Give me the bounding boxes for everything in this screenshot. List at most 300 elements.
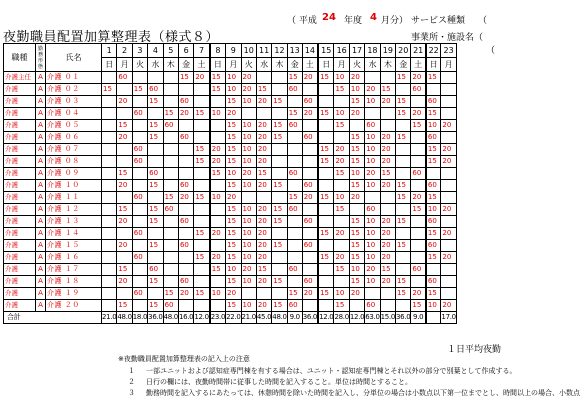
hours-cell — [194, 84, 210, 96]
shift-type-cell: A — [36, 132, 46, 144]
hours-cell — [163, 228, 178, 240]
staff-name-cell: 介護 ０１ — [46, 72, 102, 84]
hours-cell — [441, 192, 456, 204]
weekday-cell: 火 — [132, 58, 147, 72]
day-number-cell: 7 — [194, 44, 210, 58]
hours-cell: 20 — [117, 216, 132, 228]
total-cell: 21.0 — [102, 312, 117, 324]
hours-cell: 10 — [365, 252, 380, 264]
hours-cell — [426, 168, 441, 180]
hours-cell — [102, 300, 117, 312]
hours-cell: 60 — [178, 240, 193, 252]
weekday-cell: 日 — [102, 58, 117, 72]
total-cell: 36.0 — [396, 312, 411, 324]
weekday-cell: 火 — [349, 58, 364, 72]
hours-cell: 15 — [349, 96, 364, 108]
hours-cell: 20 — [256, 240, 271, 252]
hours-cell: 60 — [365, 204, 380, 216]
hours-cell — [272, 252, 287, 264]
staff-name-cell: 介護 ０３ — [46, 96, 102, 108]
hours-cell — [102, 108, 117, 120]
staff-row — [4, 180, 457, 192]
shift-type-cell: A — [36, 156, 46, 168]
staff-name-cell: 介護 １９ — [46, 288, 102, 300]
hours-cell — [318, 240, 334, 252]
hours-cell — [365, 192, 380, 204]
hours-cell: 15 — [148, 132, 163, 144]
hours-cell: 10 — [241, 132, 256, 144]
weekday-cell: 木 — [272, 58, 287, 72]
hours-cell: 20 — [210, 252, 226, 264]
staff-row — [4, 96, 457, 108]
hours-cell: 20 — [380, 180, 395, 192]
hours-cell: 20 — [441, 156, 456, 168]
hours-cell: 10 — [334, 108, 349, 120]
hours-cell: 10 — [226, 72, 241, 84]
weekday-cell: 日 — [318, 58, 334, 72]
hours-cell — [102, 96, 117, 108]
hours-cell: 10 — [334, 72, 349, 84]
col-job-header: 職種 — [4, 44, 36, 72]
hours-cell: 15 — [334, 120, 349, 132]
hours-cell: 15 — [426, 72, 441, 84]
hours-cell — [302, 120, 318, 132]
hours-cell: 15 — [411, 204, 426, 216]
hours-cell — [163, 180, 178, 192]
hours-cell: 60 — [132, 108, 147, 120]
hours-cell — [441, 288, 456, 300]
hours-cell — [178, 204, 193, 216]
hours-cell — [272, 108, 287, 120]
hours-cell — [380, 72, 395, 84]
hours-cell: 15 — [210, 168, 226, 180]
hours-cell: 10 — [241, 156, 256, 168]
heisei-label: （ 平成 — [287, 16, 317, 26]
hours-cell: 20 — [256, 120, 271, 132]
hours-cell — [272, 264, 287, 276]
hours-cell: 15 — [272, 180, 287, 192]
hours-cell — [318, 180, 334, 192]
hours-cell — [349, 204, 364, 216]
hours-cell: 20 — [349, 72, 364, 84]
hours-cell: 60 — [287, 264, 302, 276]
hours-cell — [148, 156, 163, 168]
hours-cell: 20 — [411, 288, 426, 300]
hours-cell: 20 — [117, 276, 132, 288]
hours-cell: 20 — [334, 252, 349, 264]
hours-cell: 15 — [272, 300, 287, 312]
hours-cell: 15 — [194, 108, 210, 120]
job-title-cell: 介護 — [4, 96, 36, 108]
hours-cell: 15 — [426, 252, 441, 264]
shift-type-cell: A — [36, 168, 46, 180]
hours-cell — [396, 144, 411, 156]
hours-cell: 15 — [349, 216, 364, 228]
hours-cell: 15 — [163, 108, 178, 120]
hours-cell — [148, 288, 163, 300]
shift-type-cell: A — [36, 216, 46, 228]
hours-cell: 20 — [380, 144, 395, 156]
hours-cell: 20 — [210, 156, 226, 168]
hours-cell — [302, 156, 318, 168]
hours-cell: 10 — [365, 180, 380, 192]
hours-cell — [441, 276, 456, 288]
hours-cell: 60 — [302, 276, 318, 288]
hours-cell: 60 — [287, 84, 302, 96]
hours-cell — [117, 156, 132, 168]
hours-cell — [411, 252, 426, 264]
hours-cell — [256, 192, 271, 204]
hours-cell — [318, 216, 334, 228]
staff-name-cell: 介護 ０５ — [46, 120, 102, 132]
hours-cell — [272, 168, 287, 180]
day-number-cell: 6 — [178, 44, 193, 58]
job-title-cell: 介護 — [4, 156, 36, 168]
total-cell: 9.0 — [411, 312, 426, 324]
hours-cell — [426, 84, 441, 96]
shift-type-cell: A — [36, 288, 46, 300]
hours-cell: 60 — [178, 96, 193, 108]
hours-cell: 15 — [117, 264, 132, 276]
day-number-cell: 22 — [426, 44, 441, 58]
hours-cell — [241, 108, 256, 120]
total-cell: 15.0 — [380, 312, 395, 324]
hours-cell: 60 — [287, 120, 302, 132]
hours-cell: 15 — [194, 252, 210, 264]
hours-cell — [380, 300, 395, 312]
staff-name-cell: 介護 １６ — [46, 252, 102, 264]
weekday-cell: 土 — [194, 58, 210, 72]
hours-cell — [287, 216, 302, 228]
shift-type-cell: A — [36, 192, 46, 204]
hours-cell — [194, 264, 210, 276]
hours-cell: 20 — [178, 108, 193, 120]
hours-cell — [210, 204, 226, 216]
hours-cell: 20 — [441, 228, 456, 240]
hours-cell — [411, 276, 426, 288]
hours-cell — [102, 276, 117, 288]
hours-cell — [210, 120, 226, 132]
job-title-cell: 介護 — [4, 252, 36, 264]
hours-cell: 10 — [241, 96, 256, 108]
hours-cell — [256, 72, 271, 84]
staff-row — [4, 84, 457, 96]
hours-cell: 60 — [178, 132, 193, 144]
hours-cell: 15 — [272, 204, 287, 216]
hours-cell — [334, 180, 349, 192]
staff-row — [4, 132, 457, 144]
hours-cell — [117, 108, 132, 120]
hours-cell: 15 — [396, 192, 411, 204]
shift-type-cell: A — [36, 120, 46, 132]
hours-cell: 60 — [132, 288, 147, 300]
schedule-body — [4, 44, 457, 324]
weekday-cell: 日 — [210, 58, 226, 72]
hours-cell: 20 — [302, 72, 318, 84]
hours-cell — [302, 252, 318, 264]
hours-cell: 10 — [349, 168, 364, 180]
service-type-label: サービス種類 — [411, 16, 466, 26]
hours-cell — [334, 132, 349, 144]
hours-cell: 20 — [365, 84, 380, 96]
hours-cell: 15 — [194, 288, 210, 300]
hours-cell — [380, 192, 395, 204]
hours-cell: 60 — [132, 252, 147, 264]
year-value: 24 — [322, 12, 336, 23]
hours-cell: 15 — [148, 120, 163, 132]
hours-cell — [210, 180, 226, 192]
day-number-cell: 23 — [441, 44, 456, 58]
day-number-cell: 16 — [334, 44, 349, 58]
shift-type-cell: A — [36, 240, 46, 252]
hours-cell — [117, 288, 132, 300]
hours-cell: 15 — [272, 120, 287, 132]
hours-cell — [302, 144, 318, 156]
hours-cell: 15 — [334, 300, 349, 312]
job-title-cell: 介護 — [4, 180, 36, 192]
hours-cell: 60 — [411, 84, 426, 96]
hours-cell — [302, 300, 318, 312]
hours-cell: 10 — [241, 180, 256, 192]
hours-cell: 10 — [365, 156, 380, 168]
hours-cell: 15 — [210, 264, 226, 276]
shift-type-cell: A — [36, 84, 46, 96]
weekday-cell: 月 — [117, 58, 132, 72]
hours-cell — [287, 180, 302, 192]
hours-cell: 60 — [178, 180, 193, 192]
hours-cell: 20 — [334, 156, 349, 168]
hours-cell: 10 — [426, 300, 441, 312]
service-type-paren: （ — [478, 16, 488, 26]
hours-cell: 60 — [163, 204, 178, 216]
hours-cell: 15 — [287, 192, 302, 204]
hours-cell — [318, 132, 334, 144]
hours-cell: 15 — [287, 288, 302, 300]
hours-cell — [318, 204, 334, 216]
hours-cell — [302, 264, 318, 276]
day-number-cell: 20 — [396, 44, 411, 58]
weekday-cell: 土 — [302, 58, 318, 72]
hours-cell: 20 — [441, 144, 456, 156]
hours-cell — [178, 168, 193, 180]
staff-row — [4, 192, 457, 204]
total-cell: 16.0 — [178, 312, 193, 324]
hours-cell — [102, 192, 117, 204]
hours-cell: 60 — [426, 216, 441, 228]
hours-cell — [102, 216, 117, 228]
hours-cell — [102, 144, 117, 156]
hours-cell — [287, 240, 302, 252]
hours-cell — [396, 264, 411, 276]
hours-cell — [102, 240, 117, 252]
hours-cell — [132, 216, 147, 228]
hours-cell: 20 — [411, 72, 426, 84]
hours-cell: 15 — [272, 132, 287, 144]
hours-cell — [102, 156, 117, 168]
hours-cell: 60 — [302, 216, 318, 228]
hours-cell — [302, 168, 318, 180]
hours-cell: 60 — [426, 180, 441, 192]
hours-cell: 20 — [194, 72, 210, 84]
total-cell: 12.0 — [194, 312, 210, 324]
hours-cell: 20 — [441, 300, 456, 312]
hours-cell — [132, 72, 147, 84]
hours-cell: 20 — [256, 144, 271, 156]
day-number-cell: 5 — [163, 44, 178, 58]
hours-cell — [287, 156, 302, 168]
hours-cell: 20 — [380, 240, 395, 252]
total-cell: 48.0 — [117, 312, 132, 324]
hours-cell — [287, 144, 302, 156]
staff-name-cell: 介護 １３ — [46, 216, 102, 228]
hours-cell — [163, 240, 178, 252]
hours-cell: 15 — [210, 84, 226, 96]
hours-cell: 20 — [411, 192, 426, 204]
hours-cell: 10 — [426, 120, 441, 132]
weekday-cell: 月 — [334, 58, 349, 72]
hours-cell — [302, 84, 318, 96]
hours-cell — [163, 276, 178, 288]
hours-cell: 15 — [396, 108, 411, 120]
hours-cell: 60 — [132, 156, 147, 168]
hours-cell: 15 — [256, 168, 271, 180]
hours-cell: 15 — [349, 252, 364, 264]
hours-cell — [148, 72, 163, 84]
hours-cell: 60 — [178, 216, 193, 228]
hours-cell — [287, 132, 302, 144]
hours-cell: 15 — [318, 72, 334, 84]
hours-cell — [441, 240, 456, 252]
hours-cell: 15 — [194, 156, 210, 168]
hours-cell: 20 — [256, 216, 271, 228]
hours-cell: 10 — [241, 228, 256, 240]
hours-cell: 10 — [365, 240, 380, 252]
hours-cell — [102, 132, 117, 144]
hours-cell: 20 — [256, 300, 271, 312]
day-number-cell: 19 — [380, 44, 395, 58]
hours-cell: 15 — [226, 132, 241, 144]
hours-cell: 15 — [349, 132, 364, 144]
hours-cell — [365, 72, 380, 84]
staff-name-cell: 介護 ０２ — [46, 84, 102, 96]
hours-cell — [210, 240, 226, 252]
hours-cell: 15 — [226, 144, 241, 156]
job-title-cell: 介護 — [4, 144, 36, 156]
hours-cell — [163, 216, 178, 228]
job-title-cell: 介護 — [4, 132, 36, 144]
hours-cell: 20 — [256, 204, 271, 216]
staff-row — [4, 216, 457, 228]
note-text: 日行の欄には、夜勤時間帯に従事した時間を記入すること。単位は時間とすること。 — [146, 378, 412, 386]
weekday-cell: 金 — [287, 58, 302, 72]
hours-cell: 15 — [226, 96, 241, 108]
hours-cell: 10 — [226, 264, 241, 276]
hours-cell: 10 — [226, 84, 241, 96]
total-cell: 36.0 — [302, 312, 318, 324]
hours-cell — [272, 288, 287, 300]
job-title-cell: 介護 — [4, 228, 36, 240]
hours-cell — [194, 216, 210, 228]
hours-cell: 15 — [349, 180, 364, 192]
staff-name-cell: 介護 ０８ — [46, 156, 102, 168]
hours-cell — [241, 192, 256, 204]
hours-cell: 60 — [287, 168, 302, 180]
hours-cell — [163, 168, 178, 180]
hours-cell — [411, 132, 426, 144]
hours-cell — [194, 96, 210, 108]
day-number-cell: 14 — [302, 44, 318, 58]
hours-cell — [210, 96, 226, 108]
hours-cell: 15 — [117, 120, 132, 132]
hours-cell — [396, 168, 411, 180]
hours-cell — [272, 192, 287, 204]
hours-cell: 20 — [241, 84, 256, 96]
hours-cell: 15 — [226, 252, 241, 264]
hours-cell — [365, 288, 380, 300]
staff-row — [4, 288, 457, 300]
hours-cell: 20 — [117, 96, 132, 108]
hours-cell: 60 — [178, 276, 193, 288]
job-title-cell: 介護 — [4, 84, 36, 96]
hours-cell — [318, 264, 334, 276]
day-number-cell: 12 — [272, 44, 287, 58]
hours-cell: 20 — [365, 168, 380, 180]
hours-cell: 15 — [194, 228, 210, 240]
hours-cell: 60 — [132, 192, 147, 204]
hours-cell: 15 — [272, 276, 287, 288]
hours-cell — [349, 300, 364, 312]
hours-cell: 60 — [163, 120, 178, 132]
staff-name-cell: 介護 １２ — [46, 204, 102, 216]
hours-cell: 15 — [349, 144, 364, 156]
weekday-cell: 金 — [178, 58, 193, 72]
hours-cell — [318, 300, 334, 312]
hours-cell — [132, 264, 147, 276]
staff-name-cell: 介護 ０９ — [46, 168, 102, 180]
page-title: 夜勤職員配置加算整理表（様式８） — [3, 30, 220, 45]
hours-cell: 60 — [426, 240, 441, 252]
hours-cell — [396, 156, 411, 168]
hours-cell: 10 — [426, 204, 441, 216]
hours-cell — [210, 276, 226, 288]
job-title-cell: 介護 — [4, 276, 36, 288]
hours-cell: 10 — [365, 276, 380, 288]
hours-cell — [210, 216, 226, 228]
hours-cell: 15 — [396, 96, 411, 108]
hours-cell — [256, 288, 271, 300]
hours-cell — [117, 228, 132, 240]
hours-cell: 15 — [380, 168, 395, 180]
hours-cell: 15 — [226, 276, 241, 288]
day-number-cell: 9 — [226, 44, 241, 58]
hours-cell: 20 — [117, 180, 132, 192]
shift-type-cell: A — [36, 180, 46, 192]
job-title-cell: 介護 — [4, 300, 36, 312]
hours-cell: 20 — [256, 252, 271, 264]
hours-cell — [441, 96, 456, 108]
hours-cell — [272, 84, 287, 96]
hours-cell: 60 — [426, 276, 441, 288]
staff-schedule-table — [3, 43, 457, 324]
hours-cell: 15 — [148, 180, 163, 192]
note-number: ３ — [128, 389, 135, 397]
hours-cell — [334, 96, 349, 108]
hours-cell: 10 — [365, 216, 380, 228]
notes-heading: ※夜勤職員配置加算整理表の記入上の注意 — [118, 355, 250, 363]
staff-name-cell: 介護 ０４ — [46, 108, 102, 120]
hours-cell: 15 — [396, 72, 411, 84]
hours-cell — [411, 180, 426, 192]
